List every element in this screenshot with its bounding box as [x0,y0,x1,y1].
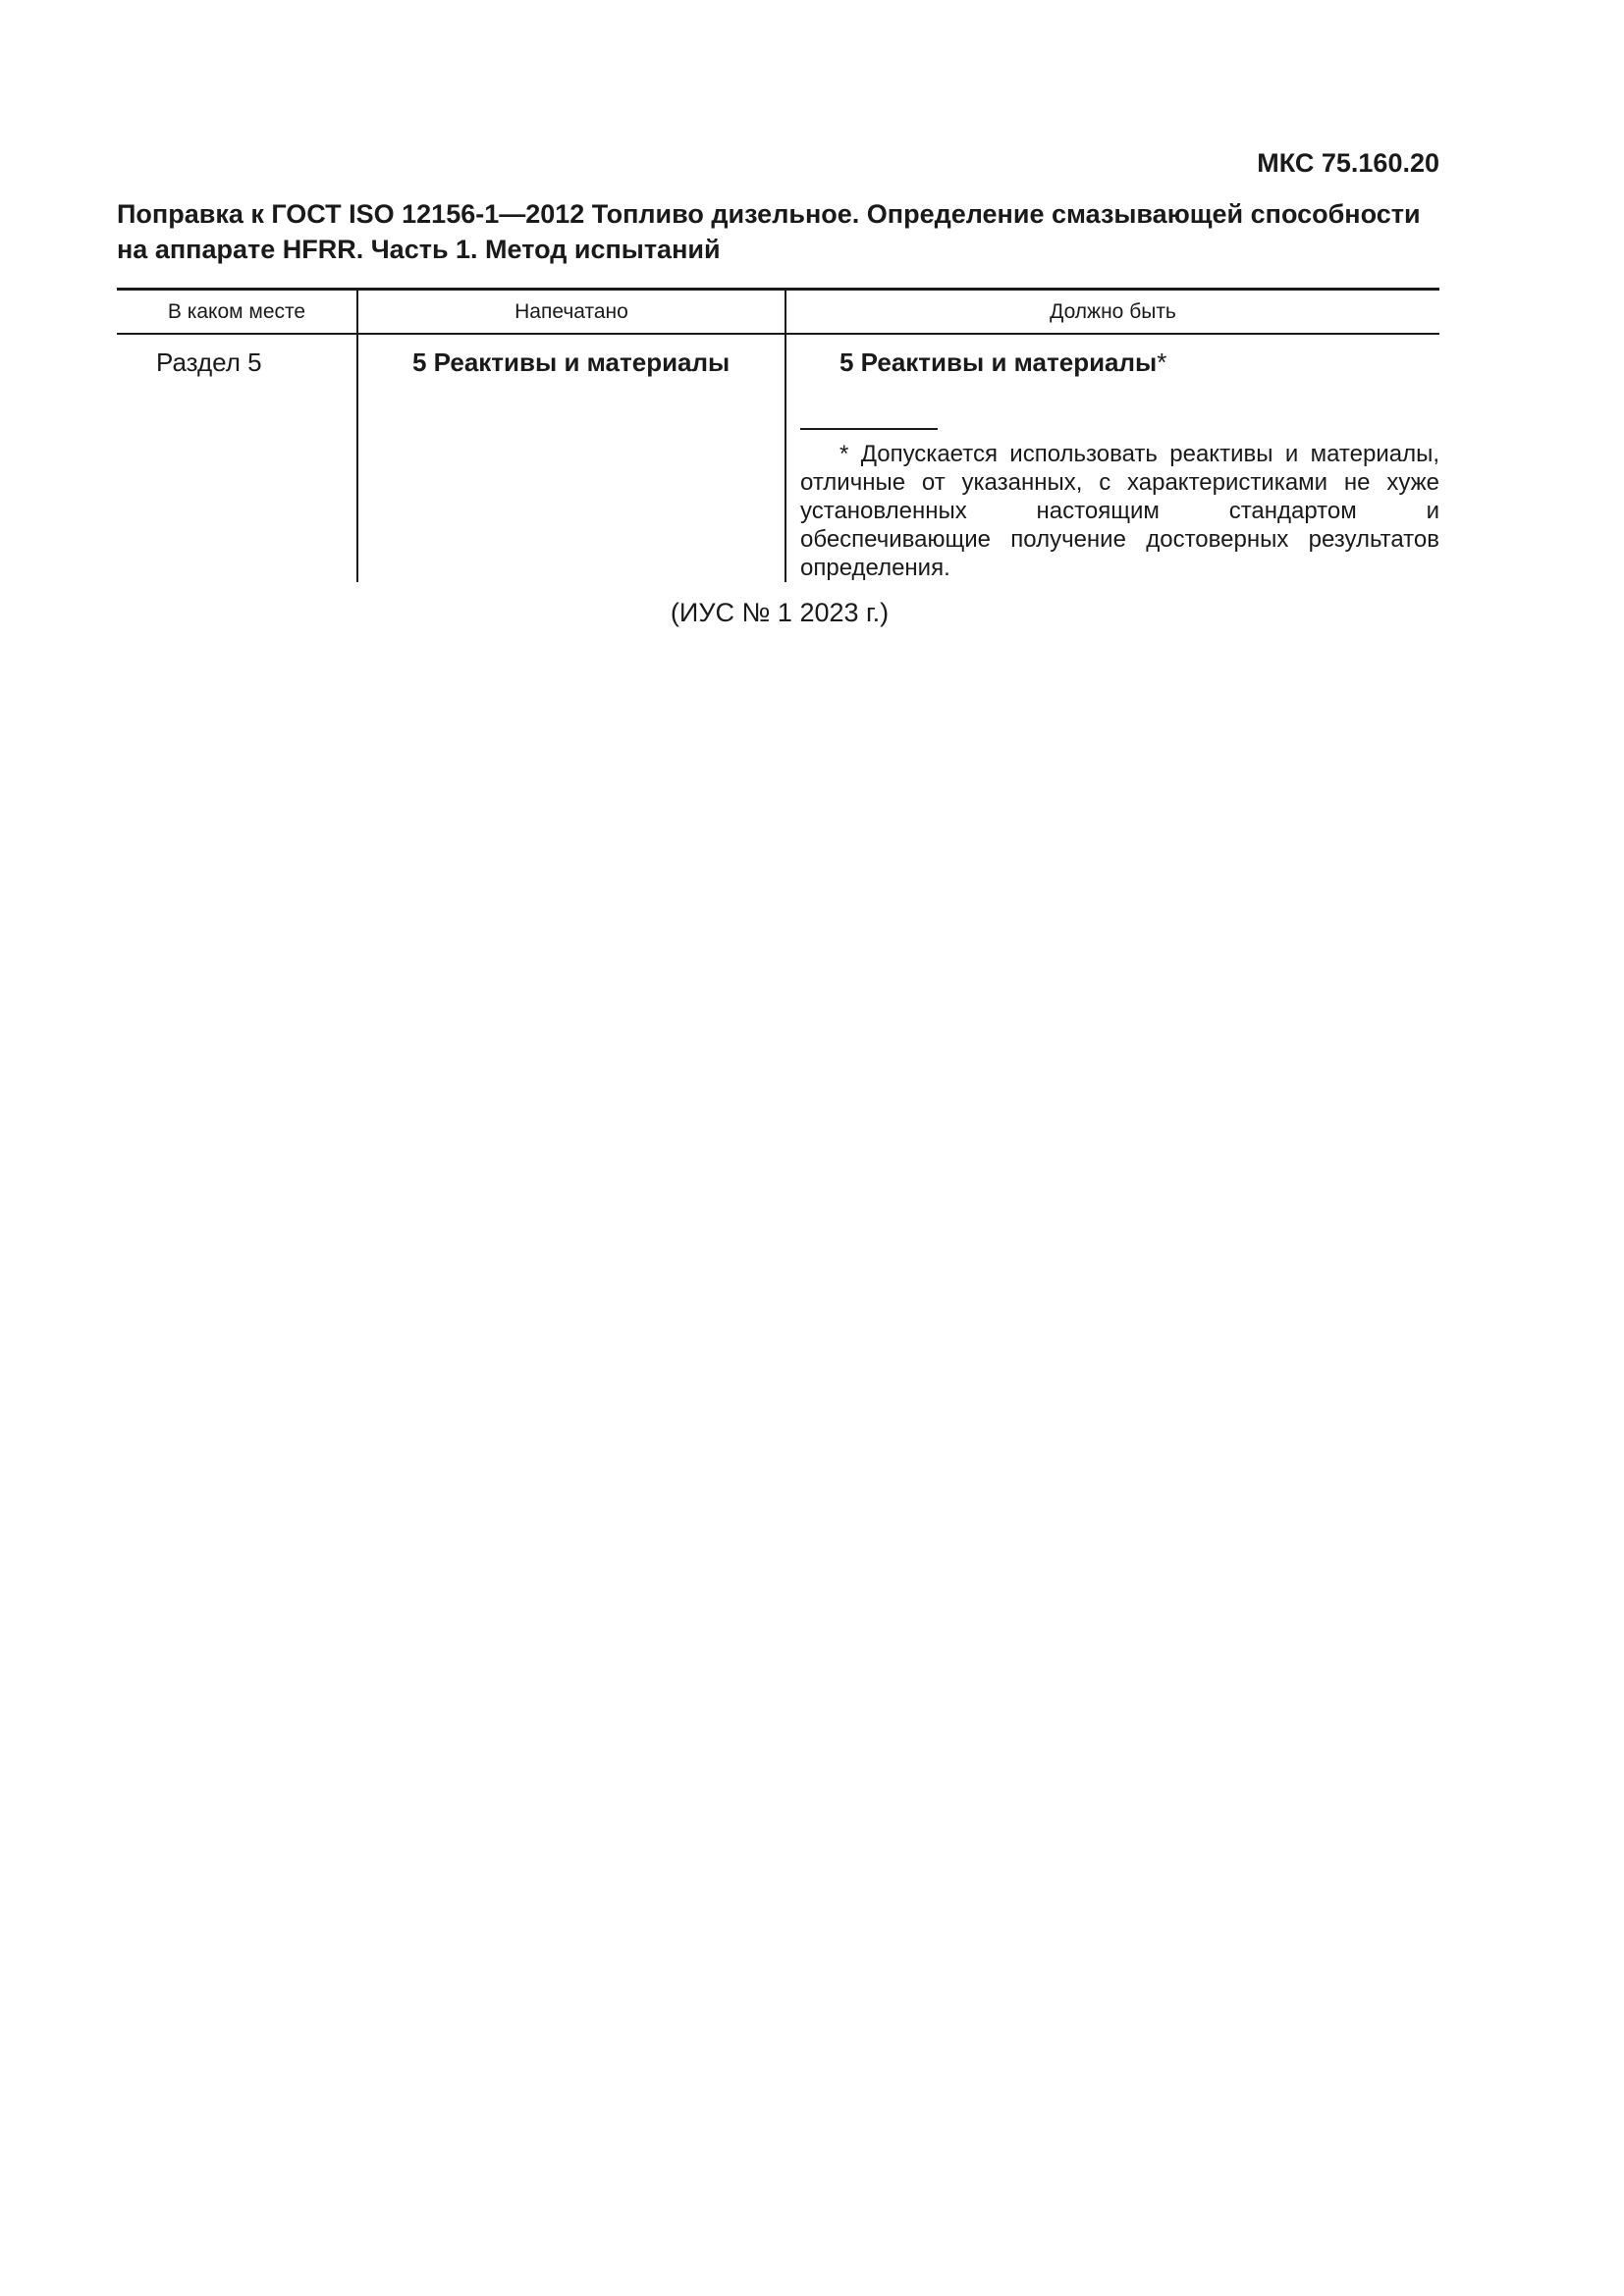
amendment-table [117,288,1439,582]
cell-where: Раздел 5 [156,347,262,377]
classification-code: МКС 75.160.20 [1257,148,1439,178]
header-printed: Напечатано [357,290,785,335]
header-where: В каком месте [117,290,357,335]
footnote-text: * Допускается использовать реактивы и материалы, отличные от указанных, с характеристиками не хуже установленных настоящим стандартом и обеспечивающие получение достоверных результатов определения. [800,441,1439,581]
header-should-be: Должно быть [785,290,1439,335]
table-row [117,334,1439,582]
corrected-heading-text: 5 Реактивы и материалы [839,347,1158,377]
cell-should-be [785,334,1439,582]
table-header-row [117,290,1439,335]
document-title: Поправка к ГОСТ ISO 12156-1—2012 Топливо дизельное. Определение смазывающей способности на аппарате HFRR. Часть 1. Метод испытаний [117,199,1421,264]
corrected-heading [800,348,1439,377]
footnote-marker: * [1157,347,1167,377]
cell-printed: 5 Реактивы и материалы [357,334,785,582]
footnote-rule [800,428,938,430]
source-reference: (ИУС № 1 2023 г.) [670,598,890,627]
